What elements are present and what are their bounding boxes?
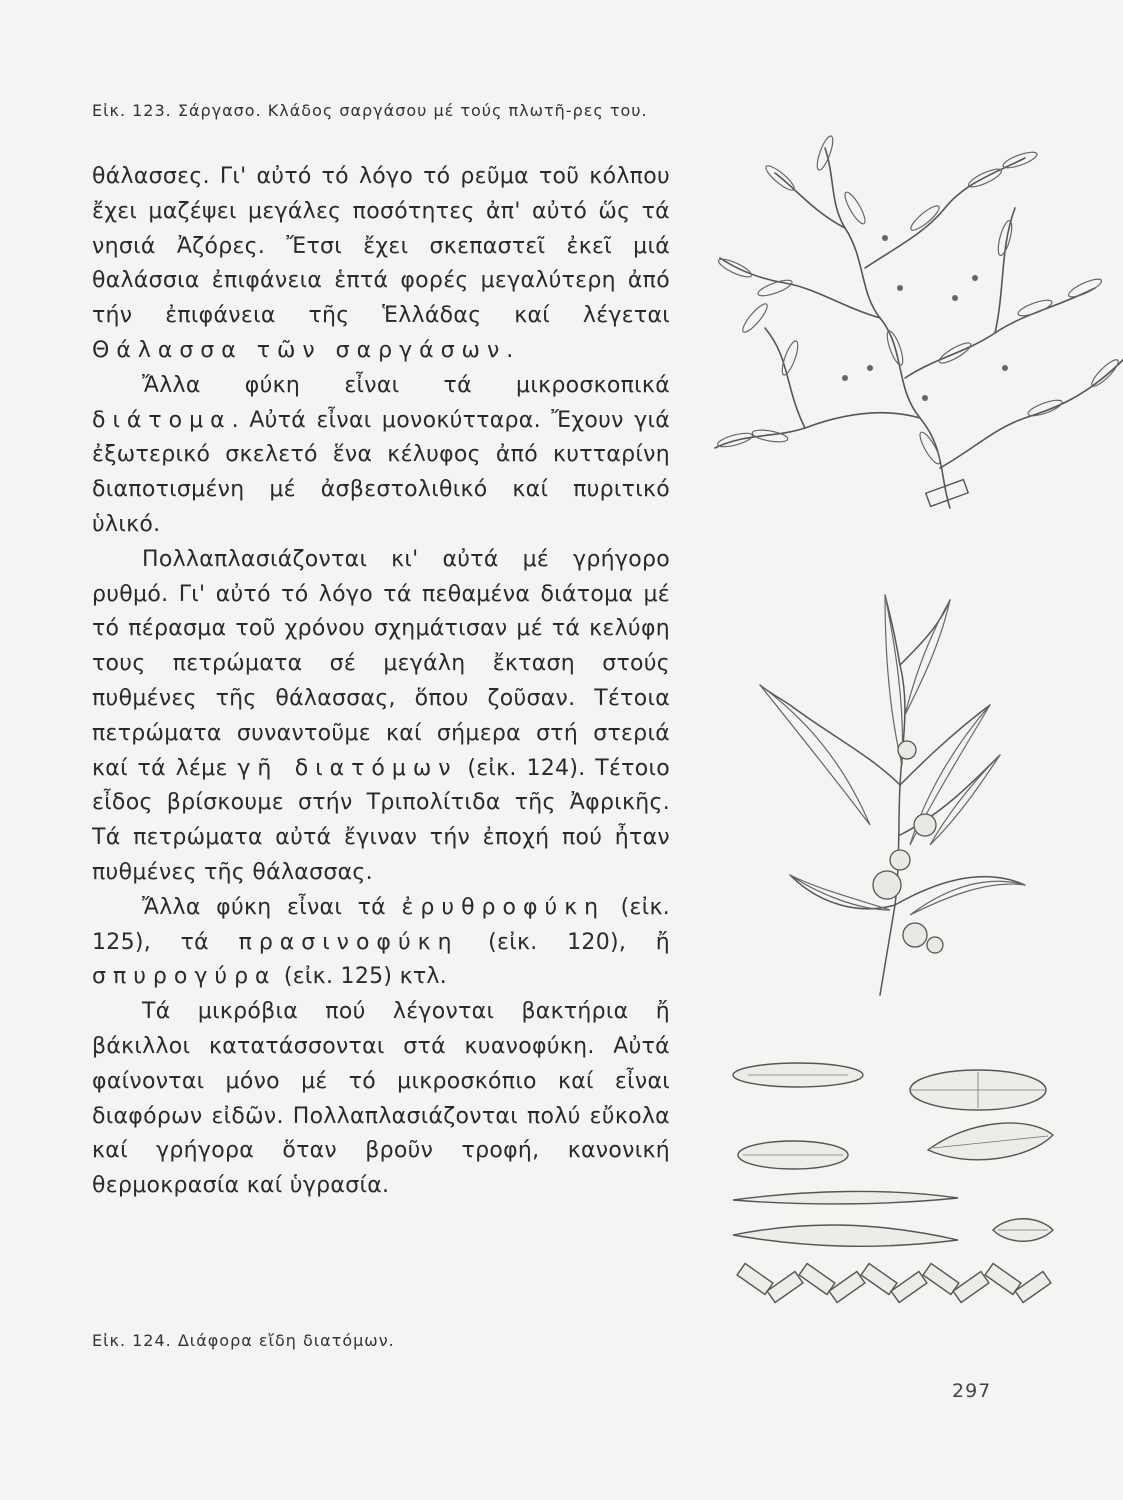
spaced-term: Θάλασσα τῶν σαργάσων — [92, 337, 507, 363]
text-run: (εἰκ. 125), τά — [92, 894, 670, 955]
paragraph — [92, 995, 670, 1204]
spaced-term: πρασινοφύκη — [238, 929, 459, 955]
text-run: Τά μικρόβια πού λέγονται βακτήρια ἤ βάκιλλοι κατατάσσονται στά κυανοφύκη. Αὐτά φαίνονται μόνο μέ τό μικροσκόπιο καί εἶναι διαφόρων εἰδῶν. Πολλαπλασιάζονται πολύ εὔκολα καί γρήγορα ὅταν βροῦν τροφή, κανονική θερμοκρασία καί ὑγρασία. — [92, 999, 670, 1199]
text-run: . — [506, 337, 514, 363]
paragraph — [92, 160, 670, 369]
text-run: (εἰκ. 124). Τέτοιο εἶδος βρίσκουμε στήν Τριπολίτιδα τῆς Ἀφρικῆς. Τά πετρώματα αὐτά ἔγιναν τήν ἐποχή πού ἦταν πυθμένες τῆς θάλασσας. — [92, 755, 670, 885]
figure-caption-124: Εἰκ. 124. Διάφορα εἴδη διατόμων. — [92, 1331, 395, 1350]
spaced-term: διάτομα — [92, 407, 232, 433]
sargassum-illustration — [695, 118, 1123, 518]
diatoms-illustration — [728, 1050, 1058, 1325]
paragraph — [92, 369, 670, 543]
text-run: Ἄλλα φύκη εἶναι τά — [142, 894, 402, 920]
text-run: . Αὐτά εἶναι μονοκύτταρα. Ἔχουν γιά ἐξωτερικό σκελετό ἕνα κέλυφος ἀπό κυτταρίνη διαποτισμένη μέ ἀσβεστολιθικό καί πυριτικό ὑλικό. — [92, 407, 670, 537]
spaced-term: γῆ διατόμων — [237, 755, 458, 781]
body-text — [92, 160, 670, 1204]
sargassum-detail-illustration — [750, 585, 1040, 1000]
text-run: (εἰκ. 125) κτλ. — [276, 964, 448, 990]
spaced-term: ἐρυθροφύκη — [401, 894, 606, 920]
text-run: Πολλαπλασιάζονται κι' αὐτά μέ γρήγορο ρυθμό. Γι' αὐτό τό λόγο τά πεθαμένα διάτομα μέ τό πέρασμα τοῦ χρόνου σχημάτισαν μέ τά κελύφη τους πετρώματα σέ μεγάλη ἔκταση στούς πυθμένες τῆς θάλασσας, ὅπου ζοῦσαν. Τέτοια πετρώματα συναντοῦμε καί σήμερα στή στεριά καί τά λέμε — [92, 546, 670, 781]
paragraph — [92, 543, 670, 891]
figure-caption-123: Εἰκ. 123. Σάργασο. Κλάδος σαργάσου μέ τούς πλωτῆ-ρες του. — [92, 101, 648, 120]
text-run: Ἄλλα φύκη εἶναι τά μικροσκοπικά — [142, 372, 670, 398]
text-run: θάλασσες. Γι' αὐτό τό λόγο τό ρεῦμα τοῦ κόλπου ἔχει μαζέψει μεγάλες ποσότητες ἀπ' αὐτό ὥς τά νησιά Ἀζόρες. Ἔτσι ἔχει σκεπαστεῖ ἐκεῖ μιά θαλάσσια ἐπιφάνεια ἑπτά φορές μεγαλύτερη ἀπό τήν ἐπιφάνεια τῆς Ἑλλάδας καί λέγεται — [92, 164, 670, 329]
text-run: (εἰκ. 120), ἤ — [458, 929, 670, 955]
paragraph — [92, 891, 670, 995]
spaced-term: σπυρογύρα — [92, 964, 277, 990]
page-number: 297 — [952, 1380, 992, 1402]
